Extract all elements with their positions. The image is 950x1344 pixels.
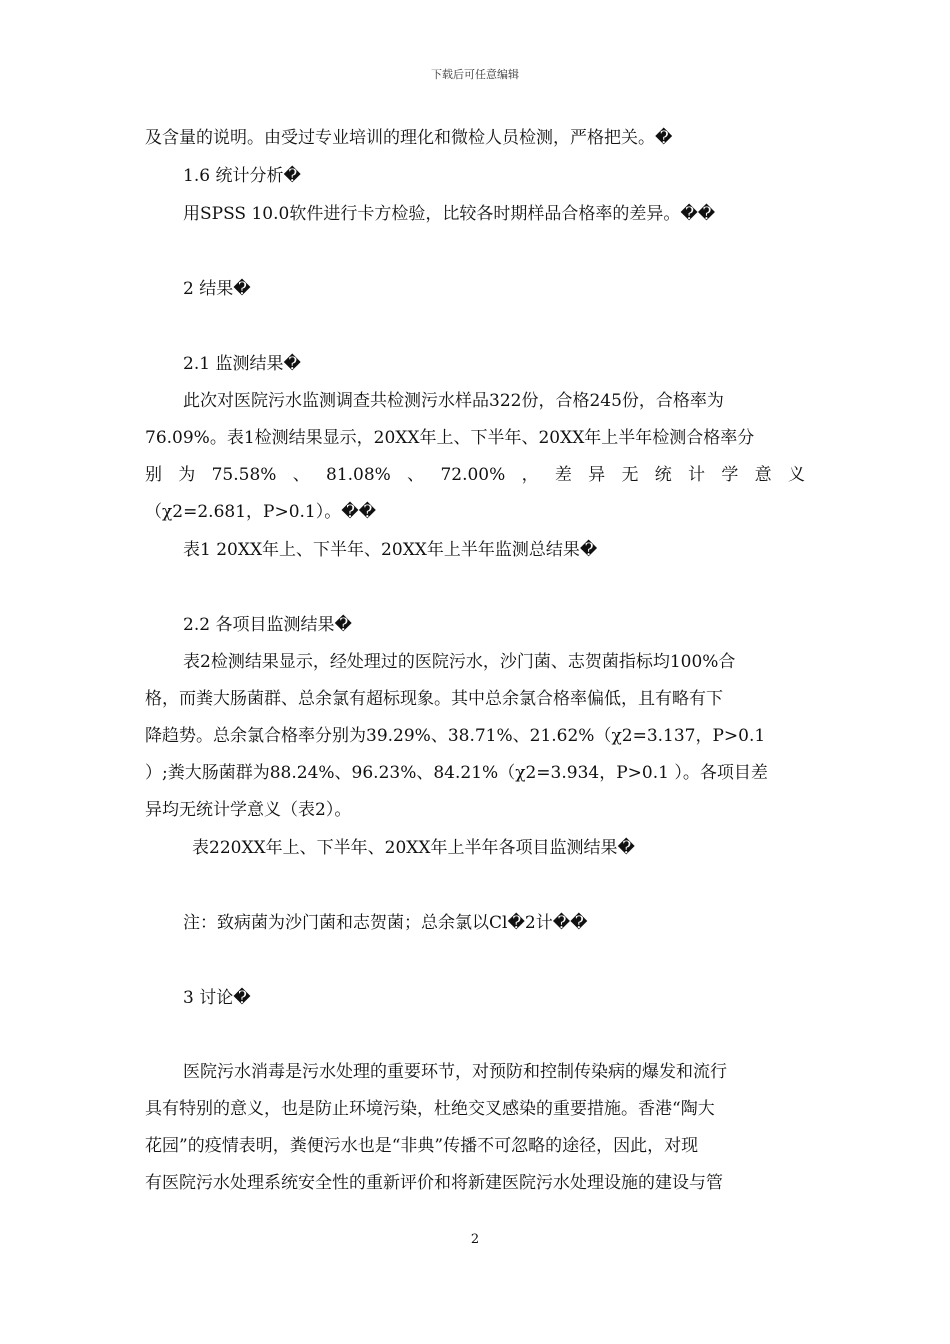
paragraph-line: 此次对医院污水监测调查共检测污水样品322份，合格245份，合格率为: [183, 391, 724, 411]
paragraph-line: 降趋势。总余氯合格率分别为39.29%、38.71%、21.62%（χ2=3.137，P>0.1: [145, 726, 766, 746]
word: 81.08%: [326, 465, 391, 485]
section-heading: 1.6 统计分析�: [183, 166, 301, 186]
table-caption: 表220XX年上、下半年、20XX年上半年各项目监测结果�: [192, 838, 635, 858]
section-heading: 3 讨论�: [183, 988, 251, 1008]
section-heading: 2.2 各项目监测结果�: [183, 615, 352, 635]
word: 72.00%: [440, 465, 506, 485]
word: 学: [721, 465, 739, 485]
word: ，: [521, 465, 539, 485]
paragraph-line: 格，而粪大肠菌群、总余氯有超标现象。其中总余氯合格率偏低，且有略有下: [145, 689, 723, 709]
table-caption: 表1 20XX年上、下半年、20XX年上半年监测总结果�: [183, 540, 598, 560]
page-number: 2: [470, 1232, 480, 1247]
justified-line: [145, 463, 805, 487]
paragraph-line: 医院污水消毒是污水处理的重要环节，对预防和控制传染病的爆发和流行: [183, 1062, 727, 1082]
table-note: 注：致病菌为沙门菌和志贺菌；总余氯以Cl�2计��: [183, 913, 588, 933]
section-heading: 2.1 监测结果�: [183, 354, 301, 374]
word: 差: [554, 465, 572, 485]
paragraph-line: 用SPSS 10.0软件进行卡方检验，比较各时期样品合格率的差异。��: [183, 204, 716, 224]
paragraph-line: 及含量的说明。由受过专业培训的理化和微检人员检测，严格把关。�: [145, 128, 673, 148]
page-header: 下载后可任意编辑: [431, 68, 519, 81]
word: 、: [292, 465, 310, 485]
word: 义: [787, 465, 805, 485]
word: 无: [621, 465, 639, 485]
word: 异: [588, 465, 606, 485]
word: 意: [754, 465, 772, 485]
word: 计: [688, 465, 706, 485]
word: 统: [654, 465, 672, 485]
paragraph-line: ）;粪大肠菌群为88.24%、96.23%、84.21%（χ2=3.934，P>0.1 ）。各项目差: [145, 763, 768, 783]
paragraph-line: 76.09%。表1检测结果显示，20XX年上、下半年、20XX年上半年检测合格率分: [145, 428, 755, 448]
paragraph-line: 有医院污水处理系统安全性的重新评价和将新建医院污水处理设施的建设与管: [145, 1173, 723, 1193]
paragraph-line: 具有特别的意义，也是防止环境污染，杜绝交叉感染的重要措施。香港“陶大: [145, 1099, 715, 1119]
paragraph-line: （χ2=2.681，P>0.1）。��: [145, 502, 377, 522]
paragraph-line: 花园”的疫情表明，粪便污水也是“非典”传播不可忽略的途径，因此，对现: [145, 1136, 699, 1156]
word: 为: [178, 465, 196, 485]
paragraph-line: 异均无统计学意义（表2）。: [145, 800, 352, 820]
word: 75.58%: [211, 465, 277, 485]
section-heading: 2 结果�: [183, 279, 251, 299]
paragraph-line: 表2检测结果显示，经处理过的医院污水，沙门菌、志贺菌指标均100%合: [183, 652, 736, 672]
word: 别: [145, 465, 162, 485]
word: 、: [407, 465, 425, 485]
